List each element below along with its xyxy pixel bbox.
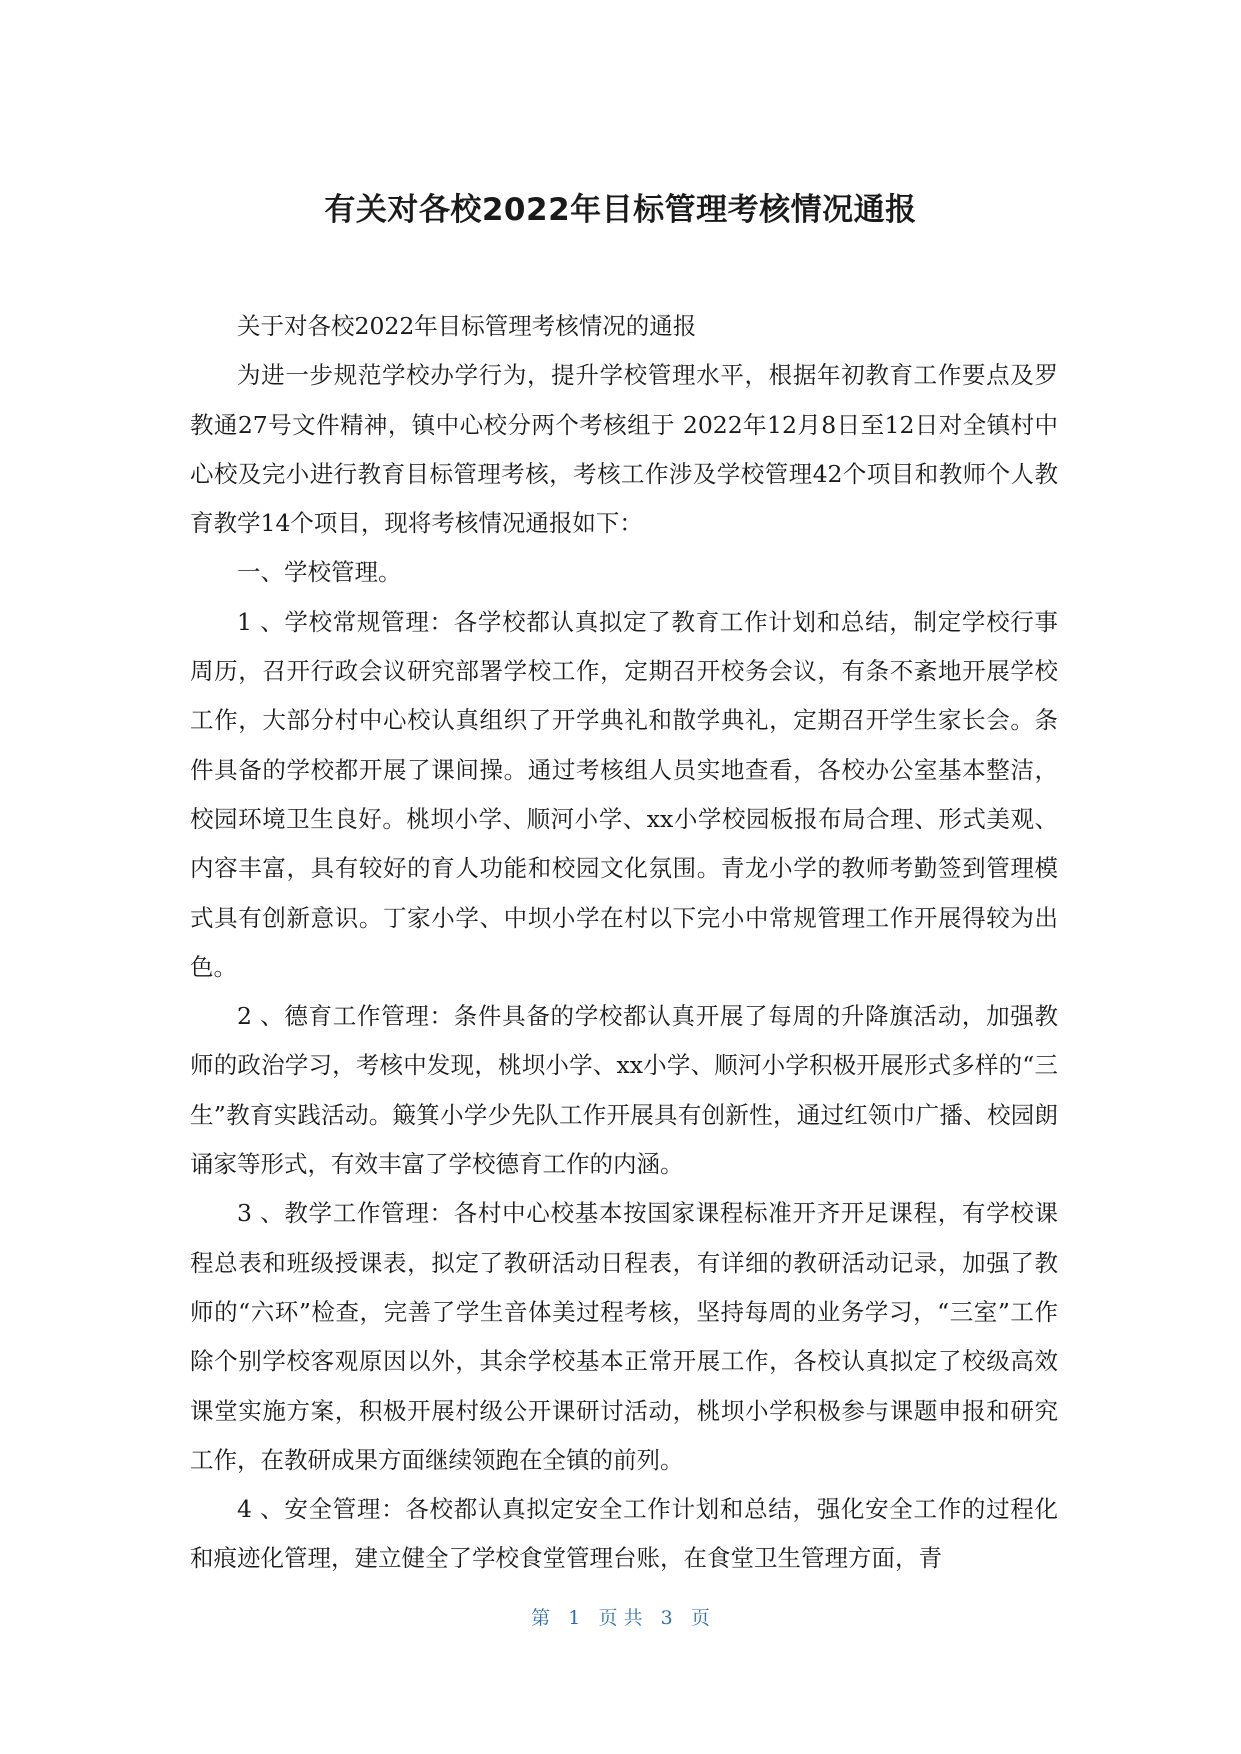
footer-suffix: 页	[690, 1607, 710, 1629]
body-paragraph: 关于对各校2022年目标管理考核情况的通报	[237, 312, 697, 340]
body-paragraph: 一、学校管理。	[237, 558, 402, 587]
body-paragraph: 1 、学校常规管理：各学校都认真拟定了教育工作计划和总结，制定学校行事周历，召开行政会议研究部署学校工作，定期召开校务会议，有条不紊地开展学校工作，大部分村中心校认真组织了开学典礼和散学典礼，定期召开学生家长会。条件具备的学校都开展了课间操。通过考核组人员实地查看，各校办公室基本整洁，校园环境卫生良好。桃坝小学、顺河小学、xx小学校园板报布局合理、形式美观、内容丰富，具有较好的育人功能和校园文化氛围。青龙小学的教师考勤签到管理模式具有创新意识。丁家小学、中坝小学在村以下完小中常规管理工作开展得较为出色。	[190, 607, 1058, 981]
body-paragraph: 2 、德育工作管理：条件具备的学校都认真开展了每周的升降旗活动，加强教师的政治学习，考核中发现，桃坝小学、xx小学、顺河小学积极开展形式多样的“三生”教育实践活动。簸箕小学少先队工作开展具有创新性，通过红领巾广播、校园朗诵家等形式，有效丰富了学校德育工作的内涵。	[190, 1002, 1058, 1179]
document-body	[190, 302, 1058, 1584]
body-paragraph: 3 、教学工作管理：各村中心校基本按国家课程标准开齐开足课程，有学校课程总表和班级授课表，拟定了教研活动日程表，有详细的教研活动记录，加强了教师的“六环”检查，完善了学生音体美过程考核，坚持每周的业务学习，“三室”工作除个别学校客观原因以外，其余学校基本正常开展工作，各校认真拟定了校级高效课堂实施方案，积极开展村级公开课研讨活动，桃坝小学积极参与课题申报和研究工作，在教研成果方面继续领跑在全镇的前列。	[190, 1199, 1058, 1474]
page-number-footer	[0, 1603, 1241, 1633]
current-page-number: 1	[568, 1607, 581, 1629]
body-paragraph: 4 、安全管理：各校都认真拟定安全工作计划和总结，强化安全工作的过程化和痕迹化管理，建立健全了学校食堂管理台账，在食堂卫生管理方面，青	[190, 1495, 1058, 1573]
total-page-number: 3	[660, 1607, 673, 1629]
body-paragraph: 为进一步规范学校办学行为，提升学校管理水平，根据年初教育工作要点及罗教通27号文件精神，镇中心校分两个考核组于 2022年12月8日至12日对全镇村中心校及完小进行教育目标管理考核，考核工作涉及学校管理42个项目和教师个人教育教学14个项目，现将考核情况通报如下：	[190, 361, 1058, 538]
footer-middle: 页 共	[598, 1607, 643, 1629]
document-title: 有关对各校2022年目标管理考核情况通报	[324, 192, 917, 228]
footer-prefix: 第	[531, 1607, 551, 1629]
